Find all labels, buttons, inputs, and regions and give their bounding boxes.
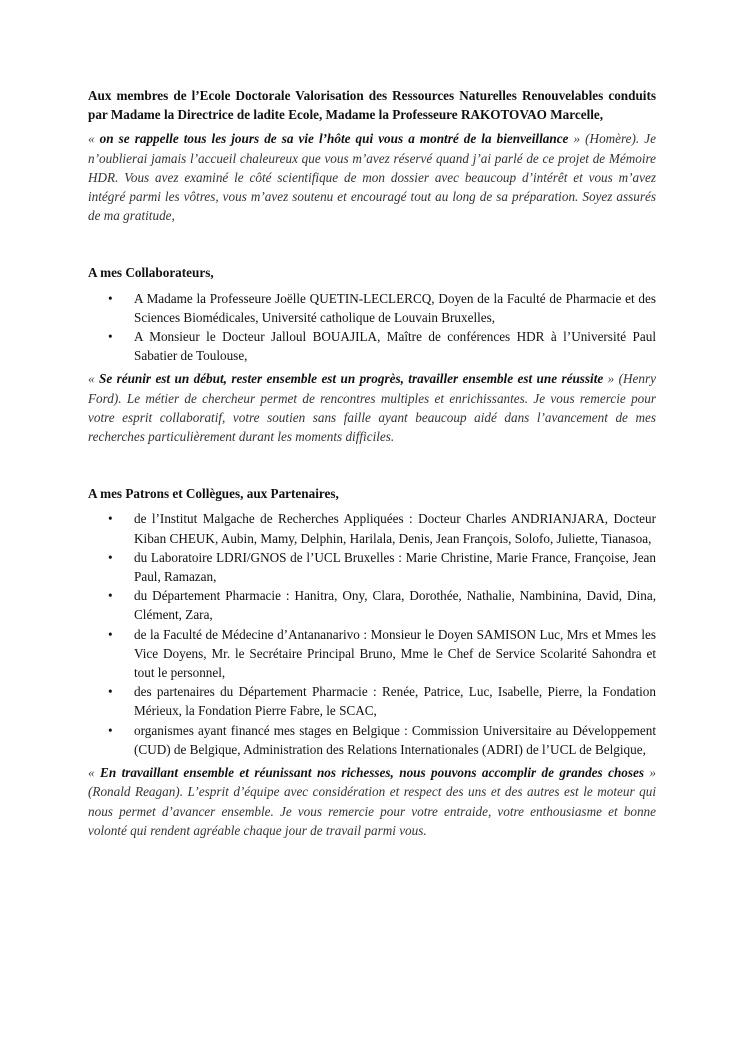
quote-close: » (644, 765, 657, 781)
list-item: • A Monsieur le Docteur Jalloul BOUAJILA, Maître de conférences HDR à l’Université Paul Sabatier de Toulouse, (134, 327, 656, 365)
quote-text: En travaillant ensemble et réunissant nos richesses, nous pouvons accomplir de grandes choses (100, 765, 644, 781)
quote-paragraph (88, 129, 656, 225)
section-patrons-collegues (88, 484, 656, 840)
quote-paragraph (88, 369, 656, 446)
list-item: • A Madame la Professeure Joëlle QUETIN-LECLERCQ, Doyen de la Faculté de Pharmacie et des Sciences Biomédicales, Université catholique de Louvain Bruxelles, (134, 289, 656, 327)
list-item: • organismes ayant financé mes stages en Belgique : Commission Universitaire au Développement (CUD) de Belgique, Administration des Relations Internationales (ADRI) de l’UCL de Belgique, (134, 721, 656, 759)
quote-close: » (603, 371, 615, 387)
quote-text: on se rappelle tous les jours de sa vie l’hôte qui vous a montré de la bienveillance (99, 131, 569, 147)
quote-close: » (568, 131, 581, 147)
quote-paragraph (88, 763, 656, 840)
list-item: • de l’Institut Malgache de Recherches Appliquées : Docteur Charles ANDRIANJARA, Docteur Kiban CHEUK, Aubin, Mamy, Delphin, Harilala, Denis, Jean François, Solofo, Juliette, Tianasoa, (134, 509, 656, 547)
quote-text: Se réunir est un début, rester ensemble est un progrès, travailler ensemble est une réussite (99, 371, 604, 387)
section-heading: A mes Collaborateurs, (88, 265, 214, 281)
section-ecole-doctorale (88, 86, 656, 225)
list-item: • du Laboratoire LDRI/GNOS de l’UCL Bruxelles : Marie Christine, Marie France, Françoise, Jean Paul, Ramazan, (134, 548, 656, 586)
list-item: • du Département Pharmacie : Hanitra, Ony, Clara, Dorothée, Nathalie, Nambinina, David, Dina, Clément, Zara, (134, 586, 656, 624)
list-item: • de la Faculté de Médecine d’Antananarivo : Monsieur le Doyen SAMISON Luc, Mrs et Mmes les Vice Doyens, Mr. le Secrétaire Principal Bruno, Mme le Chef de Service Scolarité Sahondra et tout le personnel, (134, 625, 656, 683)
bullet-list (88, 509, 656, 759)
quote-body: (Homère). Je n’oublierai jamais l’accueil chaleureux que vous m’avez réservé quand j’ai parlé de ce projet de Mémoire HDR. Vous avez examiné le côté scientifique de mon dossier avec beaucoup d’intérêt et vous m’avez intégré parmi les vôtres, vous m’avez soutenu et encouragé tout au long de sa préparation. Soyez assurés de ma gratitude, (88, 131, 657, 224)
section-heading: A mes Patrons et Collègues, aux Partenaires, (88, 486, 339, 502)
section-collaborateurs (88, 263, 656, 446)
quote-open: « (88, 765, 101, 781)
quote-open: « (88, 371, 99, 387)
quote-open: « (88, 131, 100, 147)
quote-body: (Henry Ford). Le métier de chercheur permet de rencontres multiples et enrichissantes. Je vous remercie pour votre esprit collaboratif, votre soutien sans faille ayant beaucoup aidé dans l’avancement de mes recherches particulièrement durant les moments difficiles. (88, 371, 656, 445)
list-item: • des partenaires du Département Pharmacie : Renée, Patrice, Luc, Isabelle, Pierre, la Fondation Mérieux, la Fondation Pierre Fabre, le SCAC, (134, 682, 656, 720)
section-heading: Aux membres de l’Ecole Doctorale Valorisation des Ressources Naturelles Renouvelables conduits par Madame la Directrice de ladite Ecole, Madame la Professeure RAKOTOVAO Marcelle, (88, 88, 656, 123)
document-page (88, 86, 656, 840)
quote-body: (Ronald Reagan). L’esprit d’équipe avec considération et respect des uns et des autres est le moteur qui nous permet d’avancer ensemble. Je vous remercie pour votre entraide, votre enthousiasme et bonne volonté qui rendent agréable chaque jour de travail parmi vous. (88, 784, 656, 838)
bullet-list (88, 289, 656, 366)
